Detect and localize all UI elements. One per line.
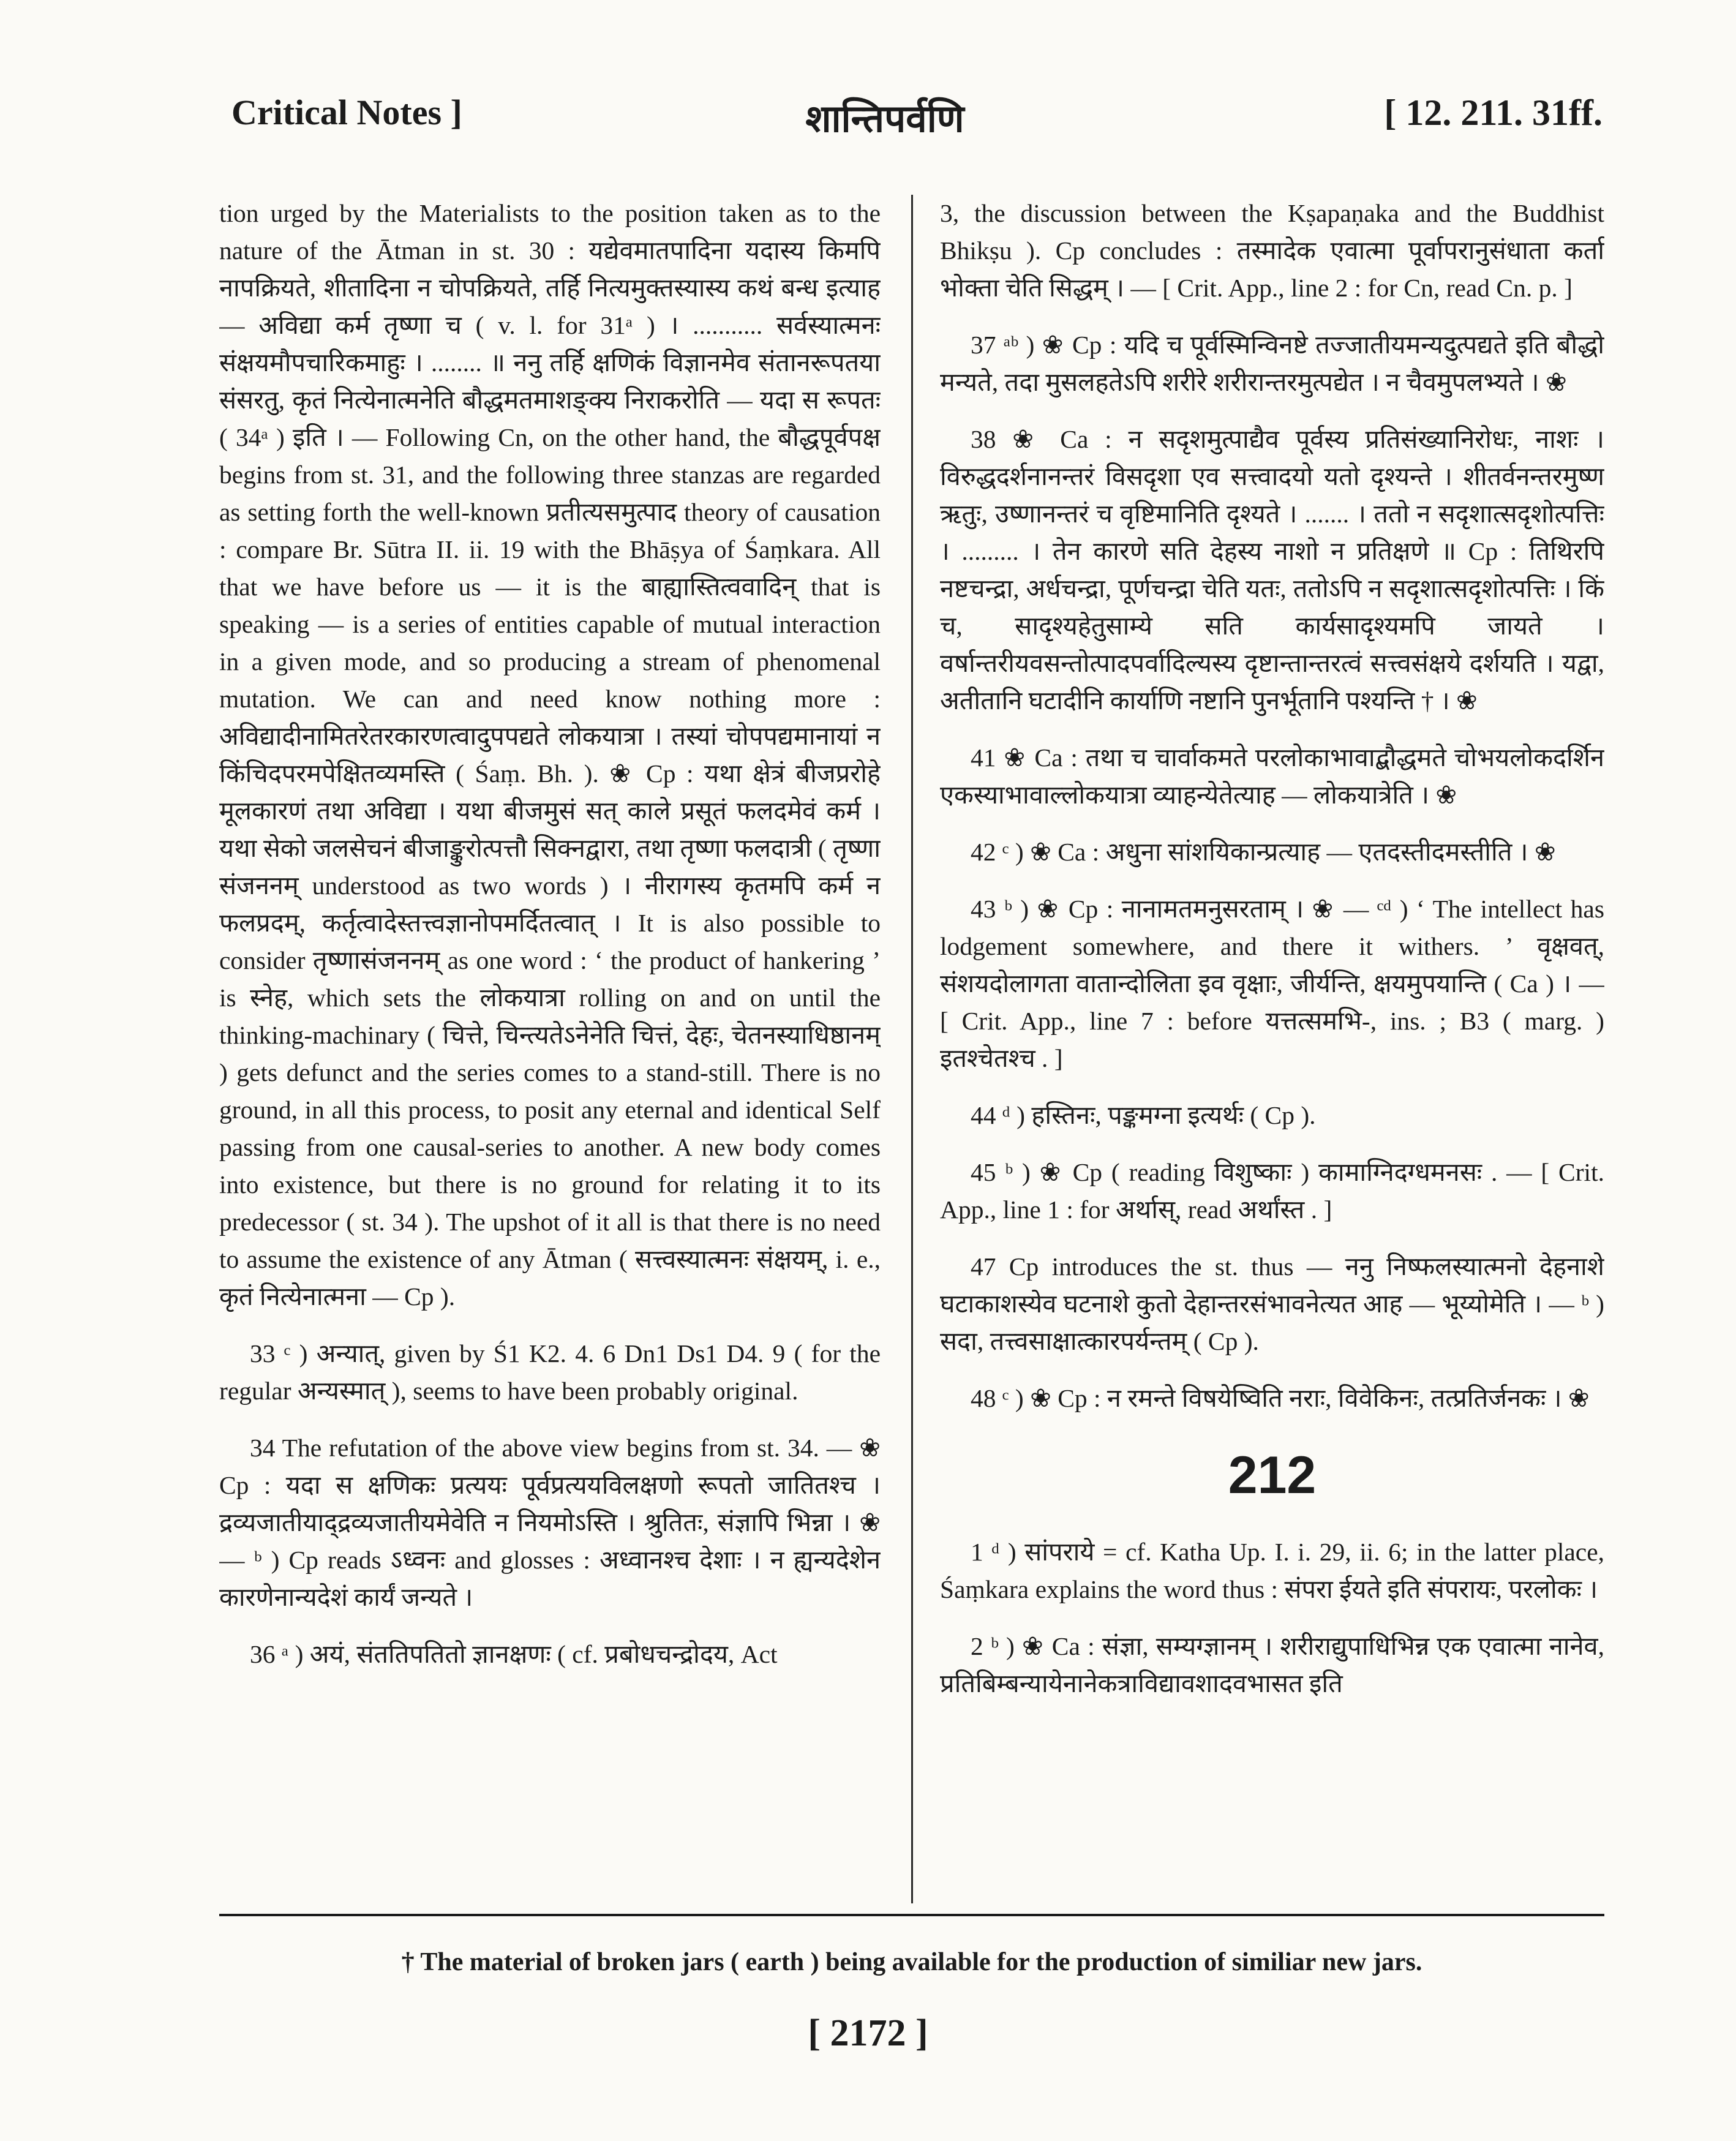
left-column: [219, 195, 881, 1876]
page-number: [ 2172 ]: [808, 2012, 928, 2054]
scan-noise: [1664, 7, 1731, 32]
critical-note: 2 ᵇ ) ❀ Ca : संज्ञा, सम्यग्ज्ञानम् । शरीराद्युपाधिभिन्न एक एवात्मा नानेव, प्रतिबिम्बन्यायेनानेकत्राविद्यावशादवभासत इति: [940, 1632, 1604, 1698]
critical-note: 33 ᶜ ) अन्यात्, given by Ś1 K2. 4. 6 Dn1 Ds1 D4. 9 ( for the regular अन्यस्मात् ), seems to have been probably original.: [219, 1339, 881, 1405]
running-header-title: शान्तिपर्वणि: [805, 96, 964, 141]
critical-note: 34 The refutation of the above view begins from st. 34. — ❀ Cp : यदा स क्षणिकः प्रत्ययः पूर्वप्रत्ययविलक्षणो रूपतो जातितश्च । द्रव्यजातीयाद्द्रव्यजातीयमेवेति न नियमोऽस्ति । श्रुतितः, संज्ञापि भिन्ना । ❀ — ᵇ ) Cp reads ऽध्वनः and glosses : अध्वानश्च देशाः । न ह्यन्यदेशेन कारणेनान्यदेशं कार्यं जन्यते ।: [219, 1434, 881, 1611]
critical-note: 38 ❀ Ca : न सदृशमुत्पाद्यैव पूर्वस्य प्रतिसंख्यानिरोधः, नाशः । विरुद्धदर्शनानन्तरं विसदृशा एव सत्त्वादयो यतो दृश्यन्ते । शीतर्वनन्तरमुष्ण ऋतुः, उष्णानन्तरं च वृष्टिमानिति दृश्यते । ....... । ततो न सदृशात्सदृशोत्पत्तिः । ......... । तेन कारणे सति देहस्य नाशो न प्रतिक्षणे ॥ Cp : तिथिरपि नष्टचन्द्रा, अर्धचन्द्रा, पूर्णचन्द्रा चेति यतः, ततोऽपि न सदृशात्सदृशोत्पत्तिः । किं च, सादृश्यहेतुसाम्ये सति कार्यसादृश्यमपि जायते । वर्षान्तरीयवसन्तोत्पादपर्वादिल्यस्य दृष्टान्तान्तरत्वं सत्त्वसंक्षये दर्शयति । यद्वा, अतीतानि घटादीनि कार्याणि नष्टानि पुनर्भूतानि पश्यन्ति † । ❀: [940, 425, 1604, 715]
critical-note: 44 ᵈ ) हस्तिनः, पङ्कमग्ना इत्यर्थः ( Cp ).: [971, 1101, 1316, 1129]
critical-note: tion urged by the Materialists to the position taken as to the nature of the Ātman in st. 30 : यद्येवमातपादिना यदास्य किमपि नापक्रियते, शीतादिना न चोपक्रियते, तर्हि नित्यमुक्तस्यास्य कथं बन्ध इत्याह — अविद्या कर्म तृष्णा च ( v. l. for 31ᵃ ) । ........... सर्वस्यात्मनः संक्षयमौपचारिकमाहुः । ........ ॥ ननु तर्हि क्षणिकं विज्ञानमेव संतानरूपतया संसरतु, कृतं नित्येनात्मनेति बौद्धमतमाशङ्क्य निराकरोति — यदा स रूपतः ( 34ᵃ ) इति । — Following Cn, on the other hand, the बौद्धपूर्वपक्ष begins from st. 31, and the following three stanzas are regarded as setting forth the well-known प्रतीत्यसमुत्पाद theory of causation : compare Br. Sūtra II. ii. 19 with the Bhāṣya of Śaṃkara. All that we have before us — it is the बाह्यास्तित्ववादिन् that is speaking — is a series of entities capable of mutual interaction in a given mode, and so producing a stream of phenomenal mutation. We can and need know nothing more : अविद्यादीनामितरेतरकारणत्वादुपपद्यते लोकयात्रा । तस्यां चोपपद्यमानायां न किंचिदपरमपेक्षितव्यमस्ति ( Śaṃ. Bh. ). ❀ Cp : यथा क्षेत्रं बीजप्ररोहे मूलकारणं तथा अविद्या । यथा बीजमुसं सत् काले प्रसूतं फलदमेवं कर्म । यथा सेको जलसेचनं बीजाङ्कुरोत्पत्तौ सिक्नद्वारा, तथा तृष्णा फलदात्री ( तृष्णा संजननम् understood as two words ) । नीरागस्य कृतमपि कर्म न फलप्रदम्, कर्तृत्वादेस्तत्त्वज्ञानोपमर्दितत्वात् । It is also possible to consider तृष्णासंजननम् as one word : ‘ the product of hankering ’ is स्नेह, which sets the लोकयात्रा rolling on and on until the thinking-machinary ( चित्ते, चिन्त्यतेऽनेनेति चित्तं, देहः, चेतनस्याधिष्ठानम् ) gets defunct and the series comes to a stand-still. There is no ground, in all this process, to posit any eternal and identical Self passing from one causal-series to another. A new body comes into existence, but there is no ground for relating it to its predecessor ( st. 34 ). The upshot of it all is that there is no need to assume the existence of any Ātman ( सत्त्वस्यात्मनः संक्षयम्, i. e., कृतं नित्येनात्मना — Cp ).: [219, 199, 881, 1311]
critical-note: 36 ᵃ ) अयं, संततिपतितो ज्ञानक्षणः ( cf. प्रबोधचन्द्रोदय, Act: [250, 1640, 778, 1668]
running-header-left: Critical Notes ]: [231, 92, 462, 132]
right-column: [940, 195, 1604, 1876]
critical-note: 3, the discussion between the Kṣapaṇaka and the Buddhist Bhikṣu ). Cp concludes : तस्मादेक एवात्मा पूर्वापरानुसंधाता कर्ता भोक्ता चेति सिद्धम् । — [ Crit. App., line 2 : for Cn, read Cn. p. ]: [940, 199, 1604, 302]
critical-note: 45 ᵇ ) ❀ Cp ( reading विशुष्काः ) कामाग्निदग्धमनसः . — [ Crit. App., line 1 : for अर्थास्, read अर्थांस्त . ]: [940, 1158, 1604, 1224]
footnote: † The material of broken jars ( earth ) being available for the production of similiar new jars.: [401, 1948, 1422, 1976]
critical-note: 1 ᵈ ) सांपराये = cf. Katha Up. I. i. 29, ii. 6; in the latter place, Śaṃkara explains the word thus : संपरा ईयते इति संपरायः, परलोकः ।: [940, 1538, 1604, 1603]
critical-note: 47 Cp introduces the st. thus — ननु निष्फलस्यात्मनो देहनाशे घटाकाशस्येव घटनाशे कुतो देहान्तरसंभावनेत्यत आह — भूय्योमेति । — ᵇ ) सदा, तत्त्वसाक्षात्कारपर्यन्तम् ( Cp ).: [940, 1252, 1604, 1355]
critical-note: 42 ᶜ ) ❀ Ca : अधुना सांशयिकान्प्रत्याह — एतदस्तीदमस्तीति । ❀: [971, 838, 1556, 866]
footnote-rule: [219, 1914, 1604, 1916]
critical-note: 41 ❀ Ca : तथा च चार्वाकमते परलोकाभावाद्बौद्धमते चोभयलोकदर्शिन एकस्याभावाल्लोकयात्रा व्याहन्येतेत्याह — लोकयात्रेति । ❀: [940, 743, 1604, 809]
critical-note: 37 ᵃᵇ ) ❀ Cp : यदि च पूर्वस्मिन्विनष्टे तज्जातीयमन्यदुत्पद्यते इति बौद्धो मन्यते, तदा मुसलहतेऽपि शरीरे शरीरान्तरमुत्पद्येत । न चैवमुपलभ्यते । ❀: [940, 331, 1604, 396]
running-header-reference: [ 12. 211. 31ff.: [1384, 92, 1603, 133]
column-divider: [911, 195, 913, 1903]
section-number: 212: [1228, 1446, 1317, 1505]
critical-note: 43 ᵇ ) ❀ Cp : नानामतमनुसरताम् । ❀ — ᶜᵈ ) ‘ The intellect has lodgement somewhere, and there it withers. ’ वृक्षवत्, संशयदोलागता वातान्दोलिता इव वृक्षाः, जीर्यन्ति, क्षयमुपयान्ति ( Ca ) । — [ Crit. App., line 7 : before यत्तत्समभि-, ins. ; B3 ( marg. ) इतश्चेतश्च . ]: [940, 895, 1604, 1072]
critical-note: 48 ᶜ ) ❀ Cp : न रमन्ते विषयेष्विति नराः, विवेकिनः, तत्प्रतिर्जनकः । ❀: [971, 1384, 1590, 1412]
